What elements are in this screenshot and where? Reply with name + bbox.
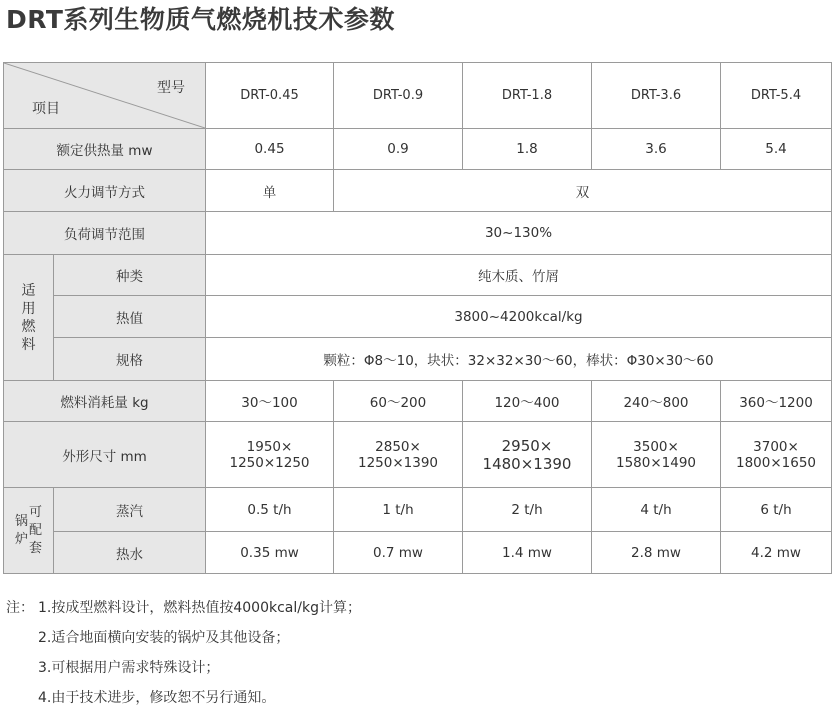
model-header: DRT-0.9 — [334, 63, 463, 129]
note-item: 2.适合地面横向安装的锅炉及其他设备； — [38, 630, 290, 646]
group-label — [4, 255, 54, 381]
table-cell: 纯木质、竹屑 — [206, 255, 832, 296]
table-cell: 240～800 — [592, 381, 721, 422]
row-label: 热水 — [54, 532, 206, 574]
table-cell: 0.7 mw — [334, 532, 463, 574]
note-item: 4.由于技术进步，修改恕不另行通知。 — [38, 690, 276, 706]
table-cell: 120～400 — [463, 381, 592, 422]
row-label: 热值 — [54, 296, 206, 338]
dim-line: 3700× — [753, 438, 799, 455]
corner-cell — [4, 63, 206, 129]
dim-line: 1250×1250 — [229, 454, 310, 471]
table-row — [4, 338, 832, 381]
table-cell: 0.5 t/h — [206, 488, 334, 532]
notes-prefix: 注： — [6, 600, 34, 616]
row-label: 额定供热量 mw — [4, 129, 206, 170]
table-cell: 3800~4200kcal/kg — [206, 296, 832, 338]
table-row — [4, 170, 832, 212]
fuel-group-label: 适用燃料 — [21, 282, 36, 353]
table-cell: 4.2 mw — [721, 532, 832, 574]
boiler-group-label: 锅炉 — [14, 513, 28, 547]
dim-line: 1250×1390 — [357, 454, 439, 471]
table-cell: 1.4 mw — [463, 532, 592, 574]
table-cell — [463, 422, 592, 488]
table-row — [4, 532, 832, 574]
table-cell: 60～200 — [334, 381, 463, 422]
note-item: 3.可根据用户需求特殊设计； — [38, 660, 220, 676]
table-cell: 1 t/h — [334, 488, 463, 532]
model-header: DRT-0.45 — [206, 63, 334, 129]
item-label: 项目 — [32, 101, 60, 117]
table-cell — [721, 422, 832, 488]
note-item: 1.按成型燃料设计，燃料热值按4000kcal/kg计算； — [38, 600, 361, 616]
table-row — [4, 296, 832, 338]
dim-line: 3500× — [633, 438, 679, 455]
model-header: DRT-3.6 — [592, 63, 721, 129]
table-row — [4, 488, 832, 532]
table-cell: 4 t/h — [592, 488, 721, 532]
dim-line: 1480×1390 — [482, 454, 572, 473]
page-title: DRT系列生物质气燃烧机技术参数 — [6, 5, 395, 34]
table-cell: 5.4 — [721, 129, 832, 170]
table-cell: 3.6 — [592, 129, 721, 170]
model-header: DRT-1.8 — [463, 63, 592, 129]
model-header: DRT-5.4 — [721, 63, 832, 129]
dim-line: 1800×1650 — [735, 454, 817, 471]
table-cell: 2.8 mw — [592, 532, 721, 574]
spec-table — [3, 62, 832, 574]
table-cell: 1.8 — [463, 129, 592, 170]
row-label: 规格 — [54, 338, 206, 381]
model-label: 型号 — [157, 80, 185, 96]
row-label: 火力调节方式 — [4, 170, 206, 212]
table-cell — [592, 422, 721, 488]
table-cell: 双 — [334, 170, 832, 212]
table-row — [4, 422, 832, 488]
dim-line: 1950× — [246, 438, 293, 455]
table-cell: 6 t/h — [721, 488, 832, 532]
table-row — [4, 129, 832, 170]
table-cell: 30~130% — [206, 212, 832, 255]
boiler-group-sublabel: 可配套 — [28, 504, 42, 556]
table-cell: 0.9 — [334, 129, 463, 170]
table-cell: 360～1200 — [721, 381, 832, 422]
row-label: 负荷调节范围 — [4, 212, 206, 255]
table-cell: 单 — [206, 170, 334, 212]
table-cell: 30～100 — [206, 381, 334, 422]
row-label: 种类 — [54, 255, 206, 296]
row-label: 外形尺寸 mm — [4, 422, 206, 488]
table-row — [4, 255, 832, 296]
group-label — [4, 488, 54, 574]
table-cell — [206, 422, 334, 488]
dim-line: 2850× — [375, 438, 421, 455]
row-label: 蒸汽 — [54, 488, 206, 532]
table-cell: 颗粒：Φ8～10，块状：32×32×30～60，棒状：Φ30×30～60 — [206, 338, 832, 381]
table-row — [4, 212, 832, 255]
row-label: 燃料消耗量 kg — [4, 381, 206, 422]
header-row — [4, 63, 832, 129]
table-cell — [334, 422, 463, 488]
table-cell: 0.45 — [206, 129, 334, 170]
table-cell: 0.35 mw — [206, 532, 334, 574]
table-cell: 2 t/h — [463, 488, 592, 532]
dim-line: 1580×1490 — [615, 454, 697, 471]
dim-line: 2950× — [501, 436, 553, 455]
table-row — [4, 381, 832, 422]
